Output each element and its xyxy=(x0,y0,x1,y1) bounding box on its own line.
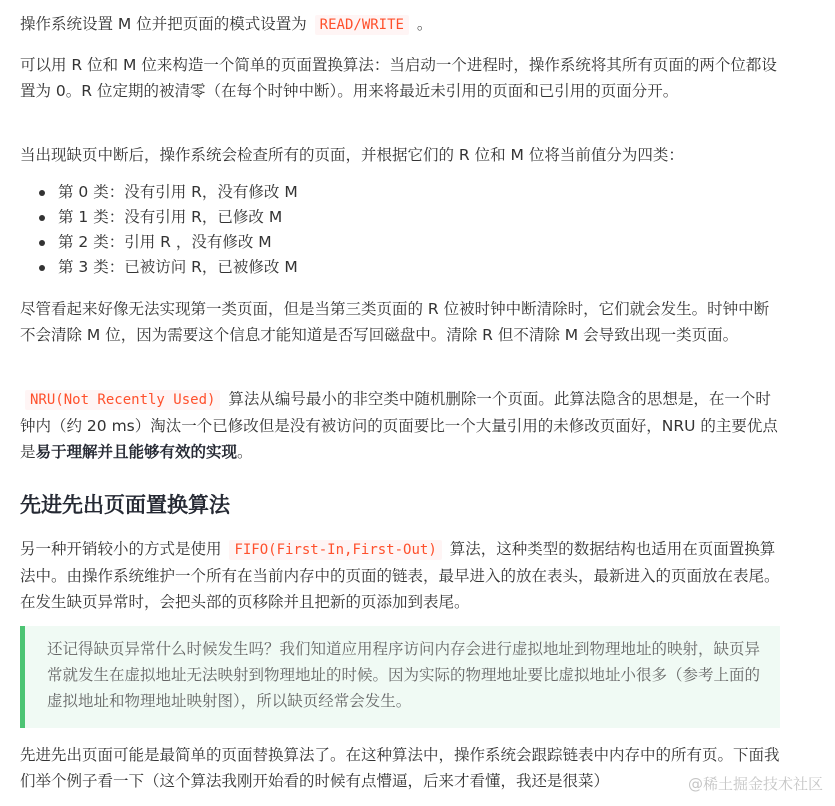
category-list xyxy=(20,180,298,280)
list-item: 第 3 类：已被访问 R，已被修改 M xyxy=(20,255,298,280)
inline-code-nru: NRU(Not Recently Used) xyxy=(25,390,220,410)
inline-code-fifo: FIFO(First-In,First-Out) xyxy=(229,540,441,560)
section-heading-fifo: 先进先出页面置换算法 xyxy=(20,493,230,517)
quote-text: 还记得缺页异常什么时候发生吗？我们知道应用程序访问内存会进行虚拟地址到物理地址的映射，缺页异常就发生在虚拟地址无法映射到物理地址的时候。因为实际的物理地址要比虚拟地址小很多（参考上面的虚拟地址和物理地址映射图），所以缺页经常会发生。 xyxy=(47,640,761,710)
p5-end: 。 xyxy=(237,443,253,461)
paragraph-fifo xyxy=(20,536,780,615)
paragraph-class-one-explanation: 尽管看起来好像无法实现第一类页面，但是当第三类页面的 R 位被时钟中断清除时，它们就会发生。时钟中断不会清除 M 位，因为需要这个信息才能知道是否写回磁盘中。清除 R 但不清除 M 会导致出现一类页面。 xyxy=(20,300,770,344)
quote-block xyxy=(20,626,780,728)
inline-code-read-write: READ/WRITE xyxy=(315,15,409,35)
p1-text: 操作系统设置 M 位并把页面的模式设置为 xyxy=(20,15,307,33)
paragraph-fifo-simple: 先进先出页面可能是最简单的页面替换算法了。在这种算法中，操作系统会跟踪链表中内存中的所有页。下面我们举个例子看一下（这个算法我刚开始看的时候有点懵逼，后来才看懂，我还是很菜） xyxy=(20,746,780,790)
watermark: @稀土掘金技术社区 xyxy=(687,775,823,793)
p6-post: 算法，这种类型的数据结构也适用在页面置换算法中。由操作系统维护一个所有在当前内存中的页面的链表，最早进入的放在表头，最新进入的页面放在表尾。在发生缺页异常时，会把头部的页移除并且把新的页添加到表尾。 xyxy=(20,540,780,611)
list-item: 第 2 类：引用 R ，没有修改 M xyxy=(20,230,298,255)
paragraph-nru xyxy=(20,386,780,465)
p6-pre: 另一种开销较小的方式是使用 xyxy=(20,540,222,558)
list-item: 第 1 类：没有引用 R，已修改 M xyxy=(20,205,298,230)
p5-bold: 易于理解并且能够有效的实现 xyxy=(35,443,238,461)
paragraph-modify-bit xyxy=(20,11,432,38)
list-item: 第 0 类：没有引用 R，没有修改 M xyxy=(20,180,298,205)
p1-end: 。 xyxy=(416,15,433,33)
paragraph-four-classes-intro: 当出现缺页中断后，操作系统会检查所有的页面，并根据它们的 R 位和 M 位将当前值分为四类： xyxy=(20,146,684,164)
p5-text: 算法从编号最小的非空类中随机删除一个页面。此算法隐含的思想是，在一个时钟内（约 20 ms）淘汰一个已修改但是没有被访问的页面要比一个大量引用的未修改页面好，NRU 的主要优点是 xyxy=(20,390,778,461)
paragraph-r-m-bits: 可以用 R 位和 M 位来构造一个简单的页面置换算法：当启动一个进程时，操作系统将其所有页面的两个位都设置为 0。R 位定期的被清零（在每个时钟中断）。用来将最近未引用的页面和已引用的页面分开。 xyxy=(20,56,777,100)
